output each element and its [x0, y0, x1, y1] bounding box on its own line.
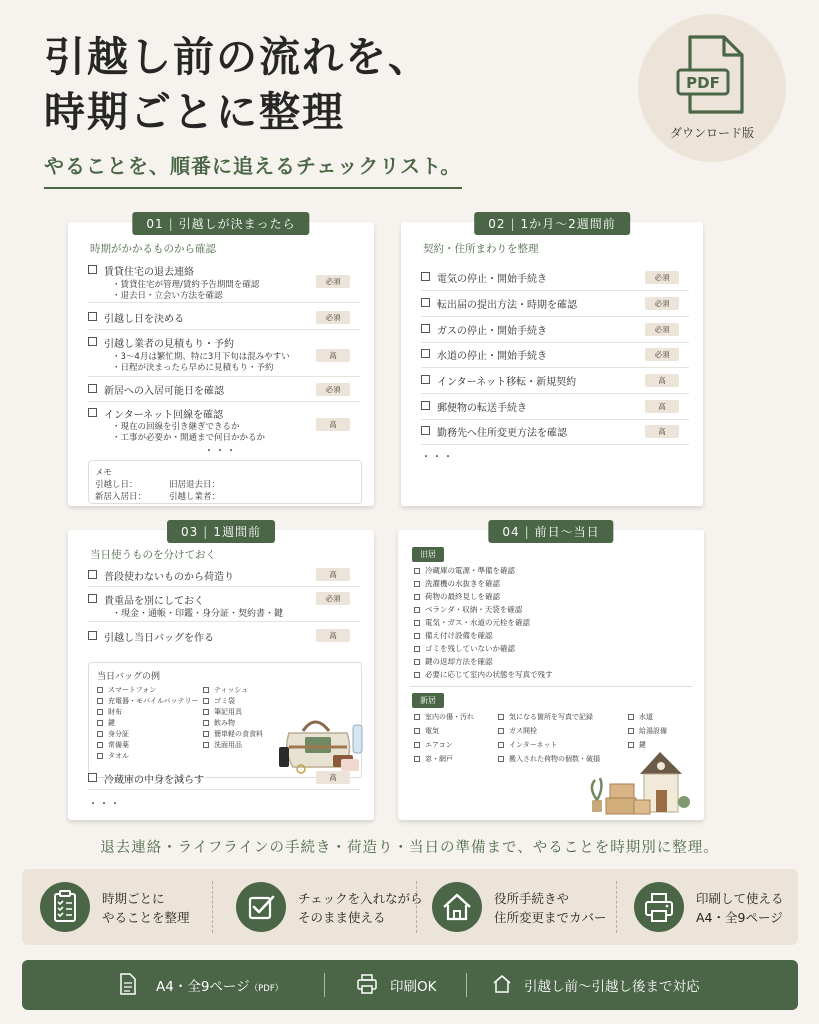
priority-tag: 高	[645, 425, 679, 438]
new-home-item[interactable]: 気になる箇所を写真で記録	[498, 712, 593, 722]
new-home-item[interactable]: 窓・網戸	[414, 754, 453, 764]
bag-item[interactable]: 身分証	[97, 729, 129, 739]
new-home-item[interactable]: 搬入された荷物の個数・破損	[498, 754, 600, 764]
feature-divider	[212, 881, 213, 933]
feature-text: 役所手続きや 住所変更までカバー	[494, 891, 607, 925]
feature-text: 印刷して使える A4・全9ページ	[696, 891, 784, 925]
pdf-file-label: PDF	[686, 74, 720, 92]
priority-tag: 必須	[645, 323, 679, 336]
priority-tag: 高	[316, 629, 350, 642]
subtitle: やることを、順番に追えるチェックリスト。	[44, 154, 462, 178]
card-01-section-title: 時期がかかるものから確認	[90, 243, 216, 255]
feature-item	[414, 869, 614, 945]
card-03	[68, 525, 374, 820]
checkbox[interactable]	[88, 594, 97, 603]
priority-tag: 必須	[316, 383, 350, 396]
feature-item	[616, 869, 798, 945]
pdf-badge-caption: ダウンロード版	[669, 126, 754, 140]
checklist-row[interactable]	[88, 335, 360, 377]
checkbox[interactable]	[88, 337, 97, 346]
checklist-row[interactable]	[88, 771, 360, 790]
priority-tag: 高	[645, 374, 679, 387]
checklist-row[interactable]	[88, 629, 360, 650]
new-home-item[interactable]: 水道	[628, 712, 653, 722]
row-note: ・現金・通帳・印鑑・身分証・契約書・鍵	[112, 609, 284, 619]
title-line-2: 時期ごとに整理	[44, 88, 345, 136]
new-home-item[interactable]: インターネット	[498, 740, 557, 750]
row-note: ・日程が決まったら早めに見積もり・予約	[112, 363, 274, 373]
checkbox[interactable]	[88, 384, 97, 393]
card-02-tab: 02 | 1か月〜2週間前	[474, 212, 630, 235]
checkbox[interactable]	[421, 375, 430, 384]
card-02-section-title: 契約・住所まわりを整理	[423, 243, 539, 255]
checkbox[interactable]	[88, 570, 97, 579]
card-01-tab: 01 | 引越しが決まったら	[132, 212, 309, 235]
priority-tag: 必須	[316, 275, 350, 288]
bag-item[interactable]: 簡単軽の食食料	[203, 729, 263, 739]
priority-tag: 必須	[316, 592, 350, 605]
memo-mover: 引越し業者：	[169, 492, 221, 502]
row-note: ・3〜4月は繁忙期、特に3月下旬は混みやすい	[112, 352, 290, 362]
day-bag-title: 当日バッグの例	[97, 672, 161, 682]
priority-tag: 必須	[645, 271, 679, 284]
checklist-row[interactable]	[421, 347, 689, 368]
row-label: 冷蔵庫の中身を減らす	[104, 775, 204, 786]
card-03-tab: 03 | 1週間前	[167, 520, 275, 543]
old-home-item[interactable]: 鍵の返却方法を確認	[414, 656, 493, 667]
print-ok-info: 印刷OK	[390, 979, 437, 995]
new-home-item[interactable]: エアコン	[414, 740, 453, 750]
checkbox[interactable]	[88, 631, 97, 640]
checklist-row[interactable]	[421, 424, 689, 445]
checklist-row[interactable]	[421, 322, 689, 343]
pdf-file-icon	[676, 34, 748, 116]
row-label: 水道の停止・開始手続き	[437, 351, 547, 362]
pdf-download-badge	[638, 14, 786, 162]
checkbox[interactable]	[88, 773, 97, 782]
checklist-row[interactable]	[421, 296, 689, 317]
card-04-number: 04	[502, 525, 520, 539]
priority-tag: 必須	[645, 348, 679, 361]
old-home-item[interactable]: 電気・ガス・水道の元栓を確認	[414, 617, 530, 628]
old-home-item[interactable]: ゴミを残していないか確認	[414, 643, 515, 654]
checkbox[interactable]	[421, 298, 430, 307]
memo-box[interactable]	[88, 460, 362, 504]
card-02-number: 02	[488, 217, 506, 231]
checkbox-icon	[236, 882, 286, 932]
priority-tag: 高	[645, 400, 679, 413]
checklist-row[interactable]	[88, 310, 360, 330]
priority-tag: 高	[316, 568, 350, 581]
new-home-item[interactable]: 室内の傷・汚れ	[414, 712, 474, 722]
card-03-name: 1週間前	[213, 525, 261, 539]
checklist-row[interactable]	[421, 373, 689, 394]
card-04-name: 前日〜当日	[534, 525, 600, 539]
printer-small-icon	[356, 973, 378, 995]
checkbox[interactable]	[421, 401, 430, 410]
checklist-row[interactable]	[88, 592, 360, 622]
priority-tag: 高	[316, 418, 350, 431]
checklist-row[interactable]	[421, 270, 689, 291]
priority-tag: 必須	[645, 297, 679, 310]
row-label: 転出届の提出方法・時期を確認	[437, 300, 577, 311]
feature-item	[22, 869, 212, 945]
house-small-icon	[492, 973, 512, 995]
row-label: 郵便物の転送手続き	[437, 403, 527, 414]
feature-strip	[22, 869, 798, 945]
old-home-item[interactable]: 洗濯機の水抜きを確認	[414, 578, 500, 589]
old-home-item[interactable]: 備え付け設備を確認	[414, 630, 493, 641]
memo-new-day: 新居入居日：	[95, 492, 147, 502]
row-label: 新居への入居可能日を確認	[104, 386, 224, 397]
row-label: インターネット移転・新規契約	[437, 377, 577, 388]
bag-item[interactable]: 飲み物	[203, 718, 235, 728]
checklist-row[interactable]	[421, 399, 689, 420]
checkbox[interactable]	[421, 324, 430, 333]
row-note: ・工事が必要か・開通まで何日かかるか	[112, 433, 266, 443]
card-03-section-title: 当日使うものを分けておく	[90, 549, 216, 561]
old-home-label: 旧居	[412, 547, 444, 562]
card-02-name: 1か月〜2週間前	[520, 217, 616, 231]
bag-item[interactable]: 財布	[97, 707, 122, 717]
row-note: ・退去日・立会い方法を確認	[112, 291, 223, 301]
bag-item[interactable]: 鍵	[97, 718, 115, 728]
new-home-item[interactable]: ガス開栓	[498, 726, 537, 736]
memo-title: メモ	[95, 468, 113, 478]
card-01-name: 引越しが決まったら	[178, 217, 296, 231]
row-note: ・現在の回線を引き継ぎできるか	[112, 422, 240, 432]
new-home-item[interactable]: 給湯設備	[628, 726, 667, 736]
card-01	[68, 217, 374, 506]
bag-item[interactable]: 充電器・モバイルバッテリー	[97, 696, 199, 706]
checklist-row[interactable]	[88, 568, 360, 587]
card-04	[398, 525, 704, 820]
home-icon	[432, 882, 482, 932]
summary-text: 退去連絡・ライフラインの手続き・荷造り・当日の準備まで、やることを時期別に整理。	[100, 840, 719, 856]
checkbox[interactable]	[88, 265, 97, 274]
row-label: 貴重品を別にしておく	[104, 596, 204, 607]
day-bag-box	[88, 662, 362, 778]
row-label: 賃貸住宅の退去連絡	[104, 267, 194, 278]
new-home-item[interactable]: 鍵	[628, 740, 646, 750]
continuation-dots: ・・・	[88, 799, 121, 810]
priority-tag: 高	[316, 349, 350, 362]
coverage-info: 引越し前〜引越し後まで対応	[524, 979, 700, 995]
bottom-info-bar	[22, 960, 798, 1010]
row-label: 電気の停止・開始手続き	[437, 274, 547, 285]
row-label: インターネット回線を確認	[104, 410, 224, 421]
checkbox[interactable]	[88, 408, 97, 417]
row-label: ガスの停止・開始手続き	[437, 326, 547, 337]
subtitle-underline	[44, 187, 462, 189]
feature-text: チェックを入れながら そのまま使える	[298, 891, 423, 925]
bag-item[interactable]: 筆記用具	[203, 707, 242, 717]
card-02	[401, 217, 703, 506]
row-label: 普段使わないものから荷造り	[104, 572, 234, 583]
checklist-row[interactable]	[88, 263, 360, 303]
title-line-1: 引越し前の流れを、	[44, 33, 431, 81]
page-title	[44, 30, 431, 140]
bag-item[interactable]: スマートフォン	[97, 685, 156, 695]
old-home-item[interactable]: 必要に応じて室内の状態を写真で残す	[414, 669, 553, 680]
printer-icon	[634, 882, 684, 932]
checkbox[interactable]	[421, 349, 430, 358]
priority-tag: 必須	[316, 311, 350, 324]
row-label: 引越し当日バッグを作る	[104, 633, 214, 644]
row-label: 勤務先へ住所変更方法を確認	[437, 428, 567, 439]
row-label: 引越し業者の見積もり・予約	[104, 339, 234, 350]
checkbox[interactable]	[421, 426, 430, 435]
bag-illustration	[275, 707, 367, 775]
memo-move-day: 引越し日：	[95, 480, 138, 490]
house-boxes-illustration	[584, 744, 692, 816]
bag-item[interactable]: 洗面用品	[203, 740, 242, 750]
card-04-tab: 04 | 前日〜当日	[488, 520, 613, 543]
card-03-number: 03	[181, 525, 199, 539]
bag-item[interactable]: タオル	[97, 751, 129, 761]
checkbox[interactable]	[421, 272, 430, 281]
bag-item[interactable]: 常備薬	[97, 740, 129, 750]
row-note: ・賃貸住宅が管理/賃約予告期間を確認	[112, 280, 260, 290]
priority-tag: 高	[316, 771, 350, 784]
continuation-dots: ・・・	[204, 446, 237, 457]
row-label: 引越し日を決める	[104, 314, 184, 325]
feature-text: 時期ごとに やることを整理	[102, 891, 190, 925]
bar-divider	[324, 973, 325, 997]
bag-item[interactable]: ゴミ袋	[203, 696, 235, 706]
old-home-item[interactable]: 冷蔵庫の電源・準備を確認	[414, 565, 515, 576]
checklist-row[interactable]	[88, 406, 360, 444]
checklist-row[interactable]	[88, 382, 360, 402]
continuation-dots: ・・・	[421, 452, 454, 463]
memo-old-day: 旧居退去日：	[169, 480, 221, 490]
clipboard-icon	[40, 882, 90, 932]
bar-divider	[466, 973, 467, 997]
card-01-number: 01	[146, 217, 164, 231]
old-home-item[interactable]: ベランダ・収納・天袋を確認	[414, 604, 522, 615]
old-home-item[interactable]: 荷物の最終見しを確認	[414, 591, 500, 602]
checkbox[interactable]	[88, 312, 97, 321]
page-count-info: A4・全9ページ（PDF）	[156, 979, 284, 995]
bag-item[interactable]: ティッシュ	[203, 685, 248, 695]
feature-item	[218, 869, 423, 945]
new-home-item[interactable]: 電気	[414, 726, 439, 736]
section-divider	[410, 686, 692, 687]
document-icon	[120, 973, 136, 995]
new-home-label: 新居	[412, 693, 444, 708]
